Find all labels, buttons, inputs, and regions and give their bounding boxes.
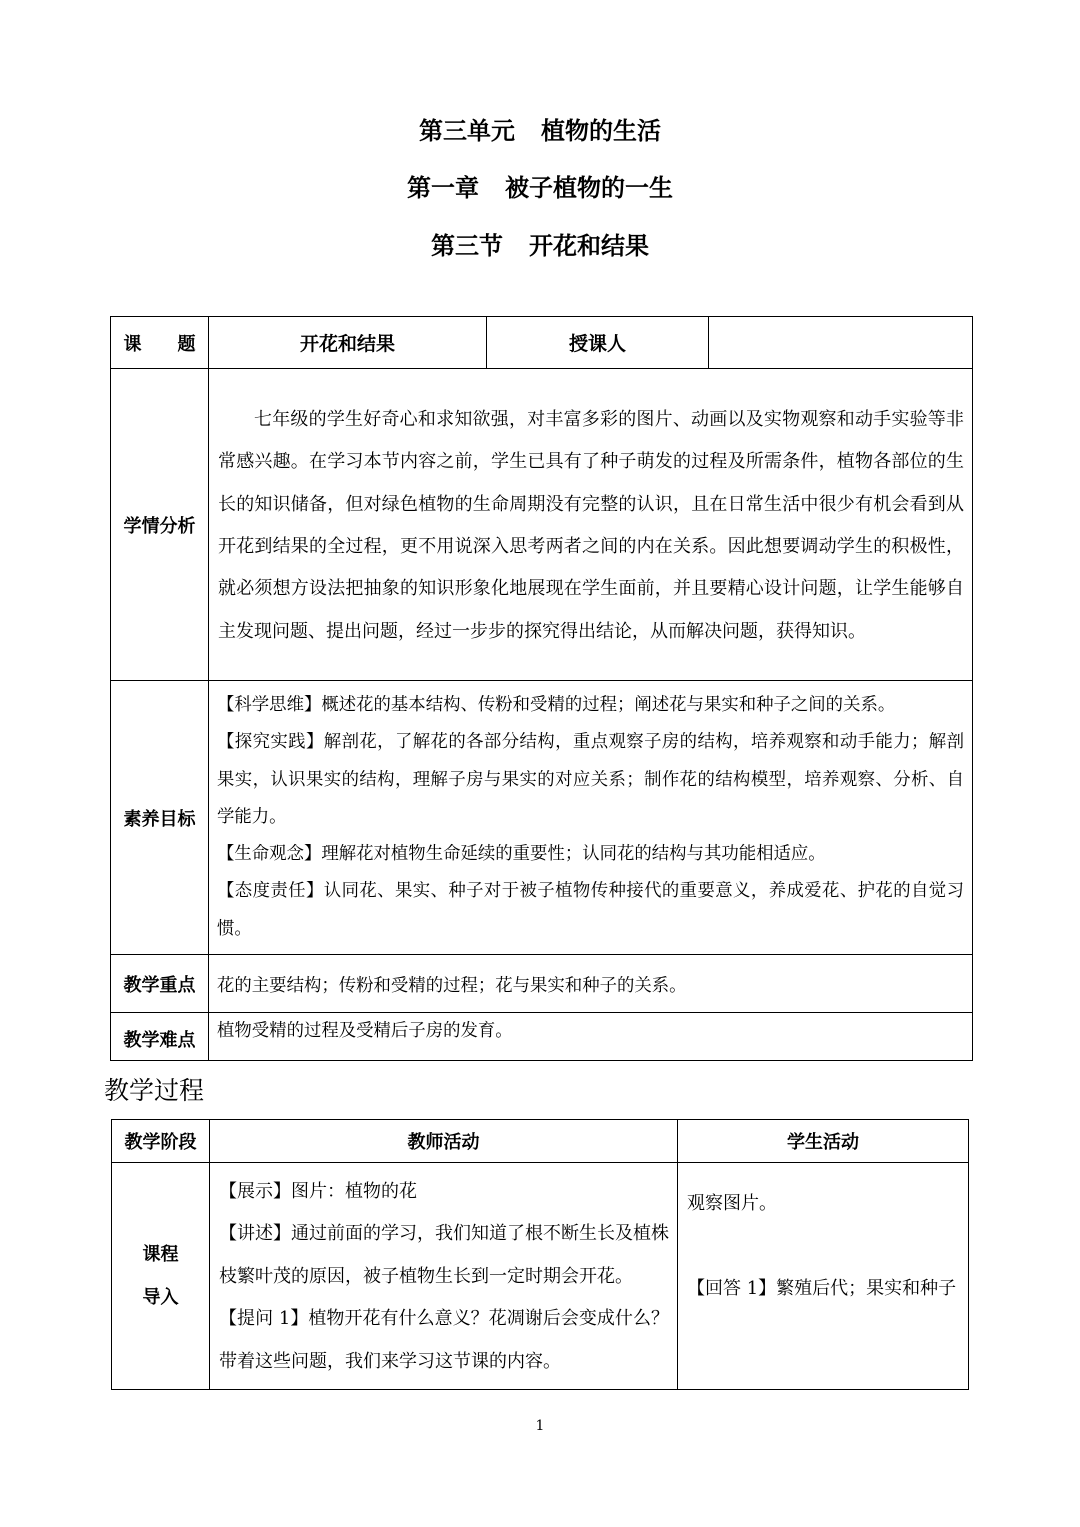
stage-course-intro [112,1163,210,1390]
header-stage: 教学阶段 [112,1120,210,1163]
topic-label: 课 题 [111,317,209,369]
process-row-intro [112,1163,969,1390]
topic-row [111,317,973,369]
teacher-label: 授课人 [487,317,709,369]
page-number: 1 [535,1418,545,1434]
goal-scientific-thinking: 【科学思维】概述花的基本结构、传粉和受精的过程；阐述花与果实和种子之间的关系。 [217,694,896,715]
goal-attitude-responsibility: 【态度责任】认同花、果实、种子对于被子植物传种接代的重要意义，养成爱花、护花的自觉习惯。 [217,881,964,939]
difficulty-row [111,1013,973,1061]
stage-line-2: 导入 [142,1287,179,1308]
teaching-process-table [111,1119,969,1390]
goal-life-concept: 【生命观念】理解花对植物生命延续的重要性；认同花的结构与其功能相适应。 [217,844,826,865]
process-header-row [112,1120,969,1163]
analysis-row [111,369,973,681]
goals-label: 素养目标 [111,681,209,955]
analysis-text: 七年级的学生好奇心和求知欲强，对丰富多彩的图片、动画以及实物观察和动手实验等非常感兴趣。在学习本节内容之前，学生已具有了种子萌发的过程及所需条件，植物各部位的生长的知识储备，但对绿色植物的生命周期没有完整的认识，且在日常生活中很少有机会看到从开花到结果的全过程，更不用说深入思考两者之间的内在关系。因此想要调动学生的积极性，就必须想方设法把抽象的知识形象化地展现在学生面前，并且要精心设计问题，让学生能够自主发现问题、提出问题，经过一步步的探究得出结论，从而解决问题，获得知识。 [218,409,964,642]
student-activity-observe: 观察图片。 [687,1193,777,1214]
teaching-process-heading: 教学过程 [104,1076,205,1105]
topic-value: 开花和结果 [209,317,487,369]
teacher-activity-question: 【提问 1】植物开花有什么意义？花凋谢后会变成什么？带着这些问题，我们来学习这节课的内容。 [219,1308,669,1372]
key-points-row [111,955,973,1013]
difficulty-text: 植物受精的过程及受精后子房的发育。 [209,1013,973,1061]
lesson-info-table [110,316,973,1061]
teacher-activity-narrate: 【讲述】通过前面的学习，我们知道了根不断生长及植株枝繁叶茂的原因，被子植物生长到一定时期会开花。 [219,1223,669,1287]
header-student-activity: 学生活动 [678,1120,969,1163]
analysis-label: 学情分析 [111,369,209,681]
key-points-text: 花的主要结构；传粉和受精的过程；花与果实和种子的关系。 [209,955,973,1013]
goal-inquiry-practice: 【探究实践】解剖花，了解花的各部分结构，重点观察子房的结构，培养观察和动手能力；解剖果实，认识果实的结构，理解子房与果实的对应关系；制作花的结构模型，培养观察、分析、自学能力。 [217,732,964,827]
student-activity-answer: 【回答 1】繁殖后代；果实和种子 [687,1277,957,1299]
difficulty-label: 教学难点 [111,1013,209,1061]
stage-line-1: 课程 [142,1244,179,1265]
chapter-title: 第一章 被子植物的一生 [407,173,673,202]
unit-title: 第三单元 植物的生活 [419,116,661,145]
goals-row [111,681,973,955]
header-teacher-activity: 教师活动 [210,1120,678,1163]
teacher-activity-show: 【展示】图片：植物的花 [219,1180,417,1202]
key-points-label: 教学重点 [111,955,209,1013]
teacher-value [709,317,973,369]
section-title: 第三节 开花和结果 [431,231,649,260]
